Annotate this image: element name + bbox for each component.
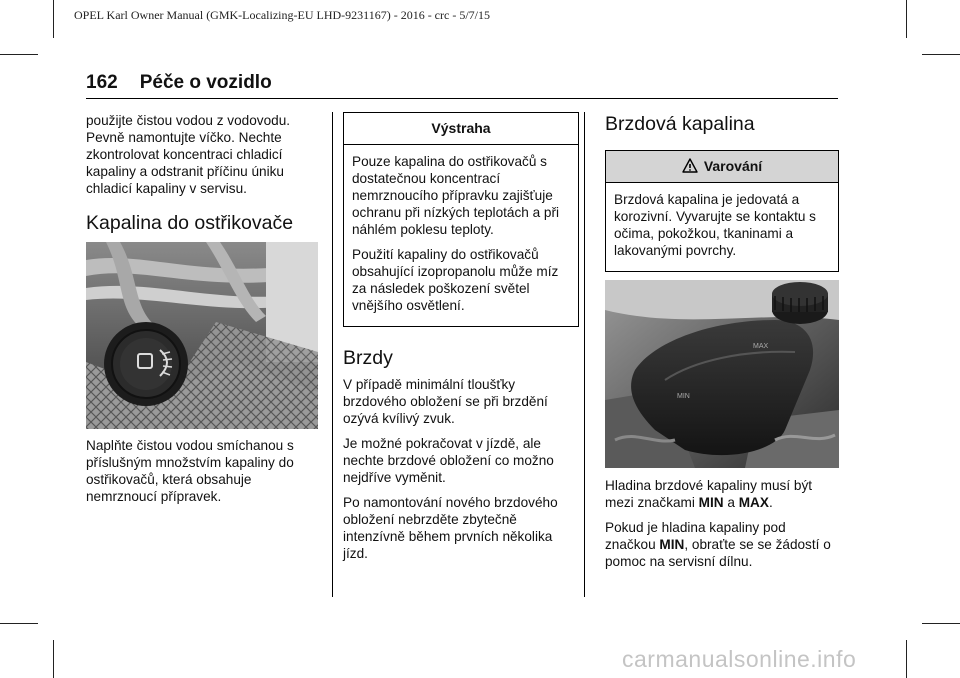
column-right	[605, 112, 839, 272]
paragraph	[605, 477, 839, 511]
crop-mark	[922, 54, 960, 55]
danger-box	[605, 150, 839, 272]
danger-text: Brzdová kapalina je jedovatá a korozivní. Vyvarujte se kontaktu s očima, pokožkou, tkaninami a lakovanými povrchy.	[614, 192, 816, 258]
danger-header	[606, 151, 838, 183]
paragraph: použijte čistou vodou z vodovodu. Pevně namontujte víčko. Nechte zkontrolovat koncentraci chladicí kapaliny a odstranit příčinu úniku chladicí kapaliny v servisu.	[86, 113, 291, 196]
max-mark: MAX	[738, 495, 769, 510]
section-heading: Kapalina do ostřikovače	[86, 212, 294, 234]
washer-reservoir-photo	[86, 242, 318, 429]
page-number: 162	[86, 72, 118, 93]
brake-photo-illustration	[605, 280, 839, 468]
min-mark: MIN	[659, 537, 685, 552]
page-title: Péče o vozidlo	[139, 72, 272, 93]
column-middle	[343, 112, 579, 570]
crop-mark	[0, 54, 38, 55]
paragraph: Po namontování nového brzdového obložení nebrzděte zbytečně intenzívně během prvních několika jízd.	[343, 495, 558, 561]
crop-mark	[906, 0, 907, 38]
crop-mark	[53, 640, 54, 678]
section-heading: Brzdová kapalina	[605, 113, 755, 135]
crop-mark	[0, 623, 38, 624]
text-run: , obraťte se se žádostí o pomoc na servisní dílnu.	[605, 537, 831, 569]
warning-text: Pouze kapalina do ostřikovačů s dostatečnou koncentrací nemrznoucího přípravku zajišťuje ochranu při nízkých teplotách a při náhlém poklesu teploty.	[352, 154, 560, 237]
washer-photo-illustration	[86, 242, 318, 429]
warning-triangle-icon	[682, 158, 698, 174]
crop-mark	[906, 640, 907, 678]
column-left	[86, 112, 318, 235]
text-run: .	[768, 495, 773, 510]
section-heading: Brzdy	[343, 347, 393, 369]
column-divider	[332, 112, 333, 597]
brake-fluid-reservoir-photo	[605, 280, 839, 468]
text-run: Pokud je hladina kapaliny pod značkou	[605, 520, 786, 552]
warning-title: Výstraha	[344, 113, 578, 145]
column-right-lower	[605, 477, 839, 578]
min-mark-label: MIN	[677, 393, 690, 400]
paragraph: V případě minimální tloušťky brzdového obložení se při brzdění ozývá kvílivý zvuk.	[343, 377, 548, 426]
max-mark-label: MAX	[753, 343, 769, 350]
paragraph: Je možné pokračovat v jízdě, ale nechte brzdové obložení co možno nejdříve vyměnit.	[343, 436, 554, 485]
paragraph	[605, 519, 839, 570]
min-mark: MIN	[698, 495, 724, 510]
page-header	[86, 72, 272, 94]
text-run: a	[723, 495, 739, 510]
danger-body	[606, 183, 838, 271]
warning-box	[343, 112, 579, 327]
crop-mark	[922, 623, 960, 624]
warning-text: Použití kapaliny do ostřikovačů obsahující izopropanolu může míz za následek poškození světel vnějšího osvětlení.	[352, 247, 559, 313]
watermark: carmanualsonline.info	[622, 646, 857, 672]
crop-mark	[53, 0, 54, 38]
paragraph: Naplňte čistou vodou smíchanou s příslušným množstvím kapaliny do ostřikovačů, která obsahuje nemrznoucí přípravek.	[86, 438, 294, 504]
warning-body	[344, 145, 578, 326]
danger-title: Varování	[703, 158, 763, 174]
column-left-lower	[86, 437, 318, 513]
document-meta: OPEL Karl Owner Manual (GMK-Localizing-EU LHD-9231167) - 2016 - crc - 5/7/15	[74, 8, 490, 22]
text-run: Hladina brzdové kapaliny musí být mezi značkami	[605, 478, 813, 510]
column-divider	[584, 112, 585, 597]
header-rule	[86, 98, 838, 99]
